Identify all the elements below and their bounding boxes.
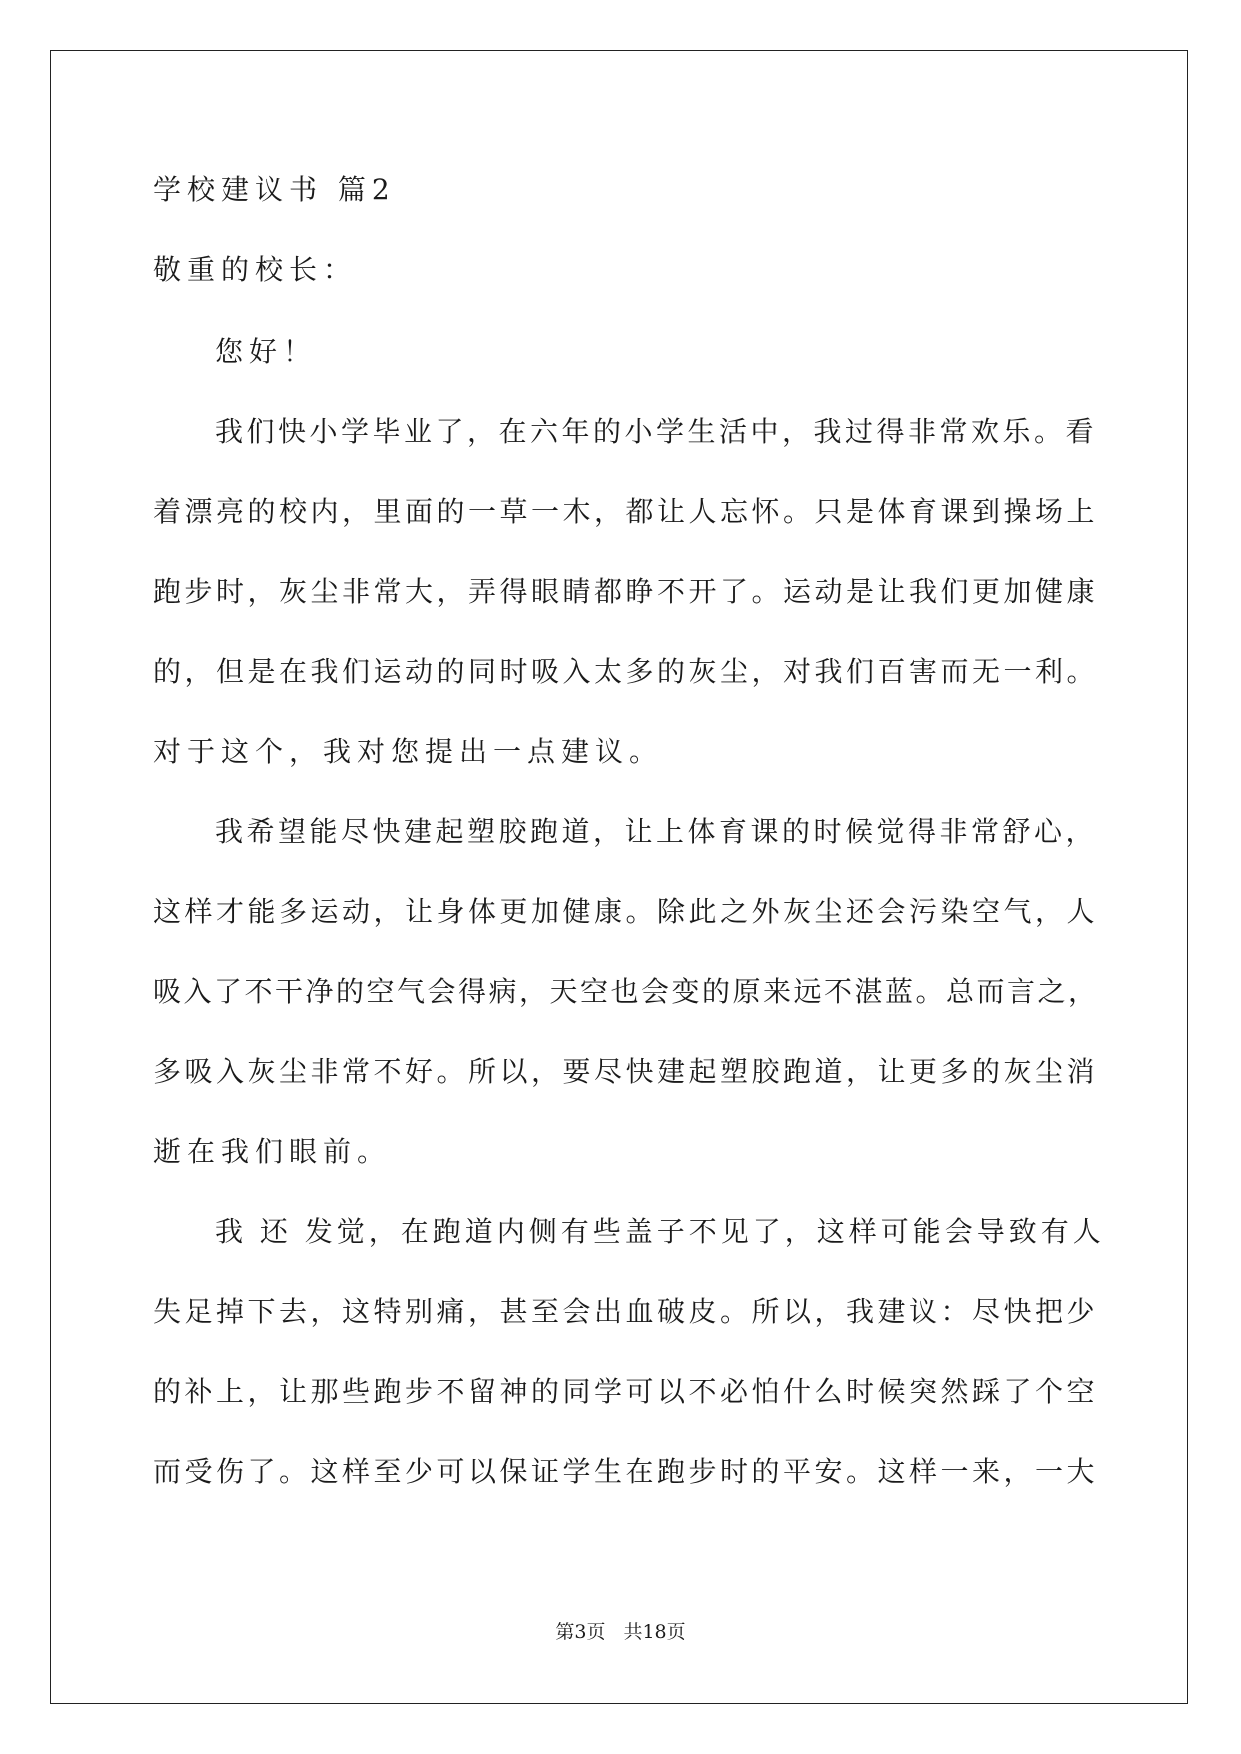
paragraph-1-line-2: 着漂亮的校内，里面的一草一木，都让人忘怀。只是体育课到操场上 <box>153 495 1099 528</box>
paragraph-3-line-3: 的补上，让那些跑步不留神的同学可以不必怕什么时候突然踩了个空 <box>153 1375 1099 1408</box>
section-heading: 学校建议书 篇2 <box>153 173 396 206</box>
paragraph-3-line-4: 而受伤了。这样至少可以保证学生在跑步时的平安。这样一来，一大 <box>153 1455 1099 1488</box>
paragraph-2-line-1: 我希望能尽快建起塑胶跑道，让上体育课的时候觉得非常舒心， <box>215 815 1098 848</box>
paragraph-1-line-1: 我们快小学毕业了，在六年的小学生活中，我过得非常欢乐。看 <box>215 415 1098 448</box>
paragraph-1-line-3: 跑步时，灰尘非常大，弄得眼睛都睁不开了。运动是让我们更加健康 <box>153 575 1099 608</box>
paragraph-2-line-5: 逝在我们眼前。 <box>153 1135 392 1168</box>
greeting: 您好！ <box>215 335 318 368</box>
paragraph-3-line-1: 我 还 发觉，在跑道内侧有些盖子不见了，这样可能会导致有人 <box>215 1215 1105 1248</box>
paragraph-3-line-2: 失足掉下去，这特别痛，甚至会出血破皮。所以，我建议：尽快把少 <box>153 1295 1099 1328</box>
paragraph-2-line-3: 吸入了不干净的空气会得病，天空也会变的原来远不湛蓝。总而言之， <box>153 975 1099 1008</box>
salutation: 敬重的校长： <box>153 253 358 286</box>
paragraph-1-line-4: 的，但是在我们运动的同时吸入太多的灰尘，对我们百害而无一利。 <box>153 655 1099 688</box>
page-total: 共18页 <box>623 1621 686 1643</box>
paragraph-2-line-4: 多吸入灰尘非常不好。所以，要尽快建起塑胶跑道，让更多的灰尘消 <box>153 1055 1099 1088</box>
page-footer <box>0 1623 1241 1642</box>
page-number: 第3页 <box>555 1621 606 1643</box>
paragraph-1-line-5: 对于这个，我对您提出一点建议。 <box>153 735 664 768</box>
paragraph-2-line-2: 这样才能多运动，让身体更加健康。除此之外灰尘还会污染空气，人 <box>153 895 1099 928</box>
